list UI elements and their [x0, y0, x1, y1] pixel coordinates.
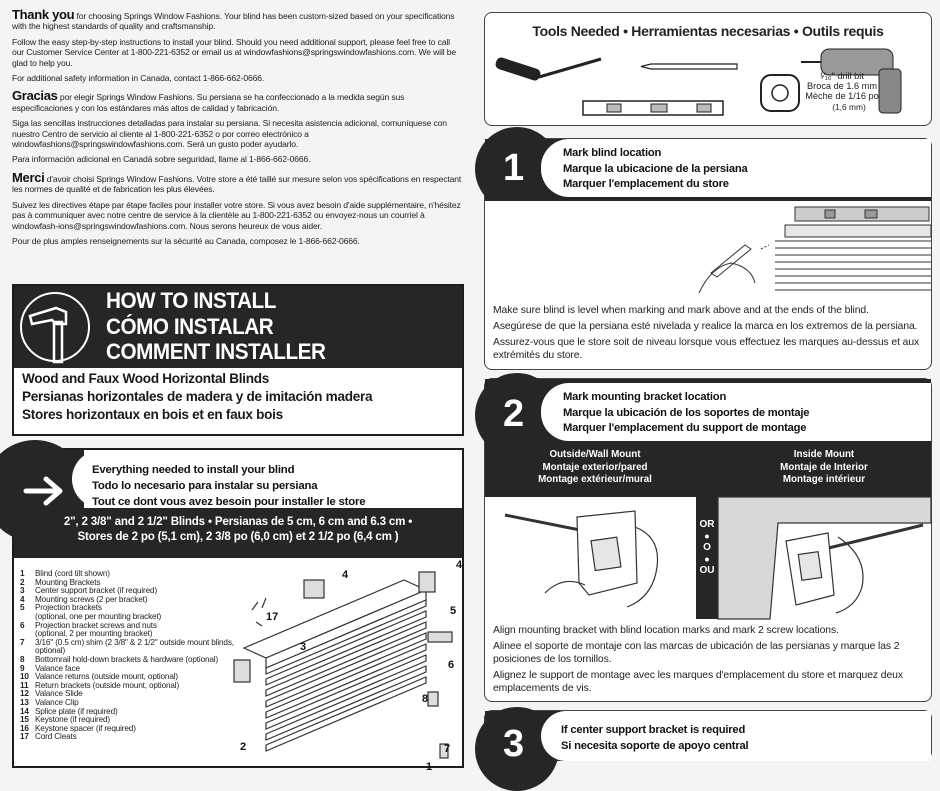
step-1-title-en: Mark blind location — [563, 147, 662, 159]
intro-en-p2: Follow the easy step-by-step instructions to install your blind. Should you need additional support, please feel free to call our Customer Service Center at 1-800-221-6352 or email us at windowfashions@springswindowfashions.com. We will be glad to help you. — [12, 36, 456, 68]
step-1-text-es: Asegúrese de que la persiana esté nivelada y realice la marca en los extremos de la persiana. — [493, 321, 918, 333]
drill-bit-es: Broca de 1.6 mm — [807, 81, 877, 92]
subtitle-fr: Stores horizontaux en bois et en faux bois — [22, 407, 283, 422]
part-description: (optional, 2 per mounting bracket) — [35, 629, 153, 639]
inside-mount-es: Montaje de Interior — [780, 461, 868, 473]
step-2-number: 2 — [503, 393, 525, 435]
outside-mount-es: Montaje exterior/pared — [542, 461, 648, 473]
callout-number: 8 — [422, 693, 429, 705]
inside-mount-illustration — [718, 497, 931, 619]
pencil-icon — [641, 64, 737, 69]
drill-bit-label — [787, 71, 897, 112]
part-number: 5 — [20, 603, 25, 613]
intro-en-p1-text: for choosing Springs Window Fashions. Your blind has been custom-sized based on your specifications with the highest standards of quality and craftsmanship. — [12, 11, 455, 32]
part-number: 10 — [20, 672, 29, 682]
part-description: Valance face — [35, 663, 80, 673]
callout-number: 4 — [456, 559, 463, 571]
part-number: 3 — [20, 586, 25, 596]
intro-es-p1-text: por elegir Springs Window Fashions. Su persiana se ha confeccionado a la medida según sus especificaciones y con los estándares más altos de calidad y fabricación. — [12, 92, 405, 113]
how-to-install-titles — [106, 288, 345, 365]
blind-sizes — [14, 514, 462, 544]
outside-mount-fr: Montage extérieur/mural — [538, 474, 652, 485]
hammer-icon — [20, 292, 90, 362]
step-3-title-en: If center support bracket is required — [561, 724, 746, 736]
title-how-to-install: HOW TO INSTALL — [106, 288, 276, 313]
title-como-instalar: CÓMO INSTALAR — [106, 313, 274, 339]
part-description: Splice plate (if required) — [35, 706, 118, 716]
callout-number: 1 — [426, 761, 433, 773]
or-en: OR — [699, 519, 715, 530]
screwdriver-icon — [494, 56, 601, 82]
part-description: (optional, one per mounting bracket) — [35, 611, 162, 621]
intro-fr-p1-text: d'avoir choisi Springs Window Fashions. Votre store a été taillé sur mesure selon vos spécifications en respectant les normes de qualité et de fabrication les plus élevées. — [12, 173, 462, 195]
parts-illustration — [204, 559, 463, 773]
everything-line-es: Todo lo necesario para instalar su persiana — [92, 480, 318, 492]
step-1-text-fr: Assurez-vous que le store soit de niveau lorsque vous effectuez les marques au-dessus et aux extrémités du store. — [493, 337, 920, 361]
part-description: 3/16" (0.5 cm) shim (2 3/8" & 2 1/2" outside mount blinds, optional) — [35, 637, 234, 656]
part-number: 17 — [20, 732, 29, 742]
part-number: 7 — [20, 637, 25, 647]
part-description: Valance Slide — [35, 689, 83, 699]
part-description: Blind (cord tilt shown) — [35, 569, 110, 578]
callout-number: 17 — [266, 611, 279, 623]
drill-bit-mm: (1,6 mm) — [832, 101, 866, 112]
part-description: Bottomrail hold-down brackets & hardware (optional) — [35, 654, 219, 664]
intro-fr-p2: Suivez les directives étape par étape faciles pour installer votre store. Si vous avez besoin d'aide supplémentaire, n'hésitez pas à communiquer avec notre centre de service à la clientèle au 1-800-221-6352 ou envoyez-nous un courriel à windowfash-ions@springswindowfashions.com. Nous serons heureux de vous aider. — [12, 199, 461, 231]
intro-es-p2: Siga las sencillas instrucciones detalladas para instalar su persiana. Si necesita asistencia adicional, comuníquese con nuestro Centro de servicio al cliente al 1-800-221-6352 o por correo electrónico a windowfashions@springswindowfashions.com. Será un gusto poder ayudarlo. — [12, 118, 447, 150]
outside-mount-illustration — [485, 497, 696, 619]
callout-number: 3 — [300, 641, 307, 653]
part-description: Cord Cleats — [35, 732, 77, 742]
or-fr: OU — [699, 565, 715, 576]
intro-fr-p1 — [12, 169, 464, 195]
step-2-text-es: Alinee el soporte de montaje con las marcas de ubicación de las persianas y marque las 2 posiciones de los tornillos. — [493, 641, 900, 665]
part-description: Keystone (if required) — [35, 715, 110, 725]
or-separator — [696, 499, 718, 619]
subtitle-es: Persianas horizontales de madera y de imitación madera — [22, 389, 373, 404]
step-3-panel — [484, 710, 932, 765]
step-3-title-es: Si necesita soporte de apoyo central — [561, 739, 749, 752]
everything-needed-lines — [92, 462, 365, 510]
part-number: 12 — [20, 689, 29, 699]
intro-es-p1 — [12, 88, 464, 113]
drill-bit-fr: Mèche de 1/16 po — [805, 91, 879, 102]
intro-text — [12, 7, 464, 246]
part-number: 4 — [20, 594, 25, 604]
subtitle-en: Wood and Faux Wood Horizontal Blinds — [22, 371, 269, 386]
tools-needed-panel — [484, 12, 932, 126]
step-2-text-fr: Alignez le support de montage avec les marques d'emplacement du store et marquez deux emplacements de vis. — [493, 669, 903, 694]
intro-en-p3: For additional safety information in Canada, contact 1-866-662-0666. — [12, 73, 265, 84]
step-3-number: 3 — [503, 723, 525, 765]
step-1-title-fr: Marquer l'emplacement du store — [563, 178, 729, 190]
step-1-panel — [484, 138, 932, 370]
part-description: Center support bracket (if required) — [35, 586, 158, 596]
part-description: Valance returns (outside mount, optional) — [35, 672, 178, 682]
part-number: 6 — [20, 620, 25, 630]
tools-needed-title: Tools Needed • Herramientas necesarias • Outils requis — [532, 23, 884, 39]
step-1-number: 1 — [503, 147, 525, 189]
part-number: 14 — [20, 706, 29, 716]
step-1-title-es: Marque la ubicacione de la persiana — [563, 162, 748, 175]
step-3-titles — [561, 723, 748, 754]
intro-fr-p3: Pour de plus amples renseignements sur la sécurité au Canada, composez le 1-866-662-0666. — [12, 235, 360, 246]
everything-needed-panel — [12, 448, 464, 773]
step-1-illustration — [485, 201, 931, 297]
step-2-title-fr: Marquer l'emplacement du support de montage — [563, 422, 807, 434]
step-2-panel — [484, 378, 932, 702]
thank-you-lead: Thank you — [12, 7, 75, 22]
callout-number: 4 — [342, 569, 349, 581]
outside-mount-label — [485, 449, 705, 487]
step-1-text-en: Make sure blind is level when marking and mark above and at the ends of the blind. — [493, 305, 869, 316]
part-number: 9 — [20, 663, 25, 673]
outside-mount-en: Outside/Wall Mount — [549, 449, 641, 460]
part-number: 11 — [20, 680, 29, 690]
part-number: 13 — [20, 697, 29, 707]
or-es: O — [703, 542, 711, 553]
step-2-titles — [563, 390, 809, 437]
inside-mount-en: Inside Mount — [793, 449, 855, 460]
part-number: 8 — [20, 654, 25, 664]
everything-line-en: Everything needed to install your blind — [92, 464, 295, 476]
step-2-title-es: Marque la ubicación de los soportes de montaje — [563, 406, 810, 419]
right-arrow-icon — [24, 476, 66, 506]
callout-number: 7 — [444, 743, 451, 755]
part-number: 2 — [20, 577, 25, 587]
gracias-lead: Gracias — [12, 88, 58, 104]
callout-number: 5 — [450, 605, 457, 617]
title-comment-installer: COMMENT INSTALLER — [106, 339, 326, 364]
part-description: Valance Clip — [35, 697, 79, 707]
step-2-text — [493, 625, 925, 699]
part-description: Mounting Brackets — [35, 577, 101, 587]
inside-mount-label — [717, 449, 931, 487]
callout-number: 6 — [448, 659, 455, 671]
drill-bit-en: ¹⁄₁₆" drill bit — [820, 71, 864, 81]
how-to-install-banner — [12, 284, 464, 436]
product-subtitles — [22, 370, 372, 424]
part-description: Projection bracket screws and nuts — [35, 620, 157, 630]
everything-line-fr: Tout ce dont vous avez besoin pour installer le store — [92, 496, 366, 508]
intro-en-p1 — [12, 7, 464, 32]
part-description: Keystone spacer (if required) — [35, 723, 136, 733]
or-dot-2: • — [704, 551, 710, 567]
step-1-titles — [563, 146, 748, 193]
or-dot-1: • — [704, 528, 710, 544]
left-column — [12, 7, 464, 773]
sizes-line-2: Stores de 2 po (5,1 cm), 2 3/8 po (6,0 cm) et 2 1/2 po (6,4 cm ) — [77, 530, 399, 543]
intro-es-p3: Para información adicional en Canadá sobre seguridad, llame al 1-866-662-0666. — [12, 154, 311, 165]
merci-lead: Merci — [12, 169, 45, 185]
part-number: 1 — [20, 569, 25, 578]
step-1-text — [493, 305, 925, 366]
step-2-text-en: Align mounting bracket with blind location marks and mark 2 screw locations. — [493, 625, 839, 636]
step-2-title-en: Mark mounting bracket location — [563, 391, 727, 403]
inside-mount-fr: Montage intérieur — [782, 474, 866, 485]
part-description: Projection brackets — [35, 603, 102, 613]
part-number: 15 — [20, 715, 29, 725]
part-description: Return brackets (outside mount, optional) — [35, 680, 180, 690]
callout-number: 2 — [240, 741, 247, 753]
part-number: 16 — [20, 723, 29, 733]
level-icon — [583, 101, 723, 115]
sizes-line-1: 2", 2 3/8" and 2 1/2" Blinds • Persianas de 5 cm, 6 cm and 6.3 cm • — [63, 515, 413, 528]
part-description: Mounting screws (2 per bracket) — [35, 594, 148, 604]
